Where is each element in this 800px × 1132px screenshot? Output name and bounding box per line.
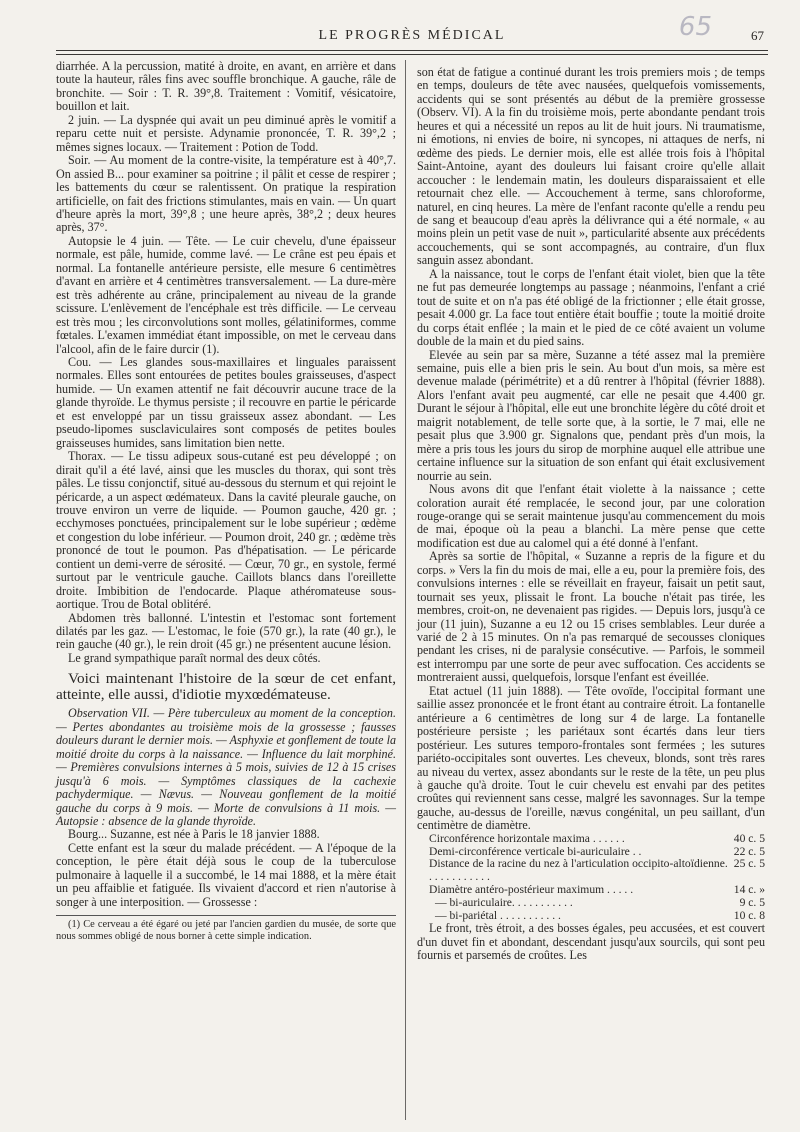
- paragraph: Cou. — Les glandes sous-maxillaires et linguales paraissent normales. Elles sont entourées de petites boules graisseuses, d'aspect humide. — Un examen attentif ne fait découvrir aucune trace de la glande thyroïde. Le thymus persiste ; il recouvre en partie le péricarde et est enveloppé par un tissu graisseux assez abondant. — Les pseudo-lipomes susclaviculaires sont composés de petites boules graisseuses humides, sans limitation bien nette.: [56, 354, 396, 450]
- paragraph: Cette enfant est la sœur du malade précédent. — A l'époque de la conception, le père était déjà sous le coup de la tuberculose pulmonaire à laquelle il a succombé, le 14 mai 1888, et la mère était un peu affaiblie et fatiguée. Ils vivaient d'accord et rien n'autorise à songer à une interposition. — Grossesse :: [56, 840, 396, 909]
- paragraph: A la naissance, tout le corps de l'enfant était violet, bien que la tête ne fut pas demeurée longtemps au passage ; néanmoins, l'enfant a crié tout de suite et on n'a pas été obligé de la frictionner ; elle était grosse, pesait 4.000 gr. La face tout entière était bouffie ; toute la moitié droite du corps était enflée ; la main et le pied de ce côté avaient un volume double de la main et du pied sains.: [417, 266, 765, 349]
- header-rule: [56, 50, 768, 55]
- measurement-row: [417, 858, 765, 884]
- column-divider: [405, 60, 406, 1120]
- measurement-label: Diamètre antéro-postérieur maximum . . . . .: [429, 883, 634, 897]
- measurement-value: 40 c. 5: [733, 831, 765, 845]
- paragraph: Abdomen très ballonné. L'intestin et l'estomac sont fortement dilatés par les gaz. — L'estomac, le foie (570 gr.), la rate (40 gr.), le rein gauche (40 gr.), le rein droit (45 gr.) ne présentent aucune lésion.: [56, 610, 396, 652]
- paragraph: son état de fatigue a continué durant les trois premiers mois ; de temps en temps, douleurs de tête avec nausées, quelquefois vomissements, accidents qui se sont présentés au début de la première grossesse (Observ. VI). A la fin du troisième mois, perte abondante pendant trois heures et qui a nécessité un repos au lit de huit jours. Ni traumatisme, ni émotions, ni envies de boire, ni syncopes, ni attaques de nerfs, ni œdème des pieds. Le dernier mois, elle est allée trois fois à l'hôpital Saint-Antoine, ayant des douleurs lui faisant croire qu'elle allait accoucher : le lendemain matin, les douleurs disparaissaient et elle retournait chez elle. — Accouchement à terme, sans chloroforme, naturel, en cinq heures. La mère de l'enfant raconte qu'elle a rendu peu de sang et beaucoup d'eau après la délivrance qui a été normale, « au moins plein un petit vase de nuit », particularité absente aux précédents accouchements, qui se sont accompagnés, au contraire, d'un flux sanguin assez abondant.: [417, 65, 765, 268]
- footnote: (1) Ce cerveau a été égaré ou jeté par l'ancien gardien du musée, de sorte que nous sommes obligé de nous borner à cette simple indication.: [56, 919, 396, 942]
- page-number: 67: [751, 28, 764, 43]
- paragraph: Après sa sortie de l'hôpital, « Suzanne a repris de la figure et du corps. » Vers la fin du mois de mai, elle a eu, pour la première fois, des convulsions internes : elle se réveillait en frayeur, faisait un petit saut, tournait ses yeux, plissait le front. La bouche n'était pas tirée, les membres, croit-on, ne devenaient pas rigides. — Depuis lors, jusqu'à ce jour (11 juin), Suzanne a eu 12 ou 15 crises semblables. Leur durée a varié de 2 à 15 minutes. On n'a pas remarqué de secousses cloniques pendant les crises, ni de paralysie consécutive. — Parfois, le sommeil est interrompu par une sorte de peur avec suffocation. Ces accidents se montreraient aussi, quelquefois, lorsque l'enfant est éveillée.: [417, 549, 765, 685]
- footnote-rule: [56, 915, 396, 916]
- paragraph: Thorax. — Le tissu adipeux sous-cutané est peu développé ; on dirait qu'il a été lavé, ainsi que les muscles du thorax, qui sont très pâles. Le tissu conjonctif, situé au-dessous du sternum et qui rejoint le péricarde, a un aspect œdémateux. Dans la cavité pleurale gauche, on trouve environ un verre de liquide. — Poumon gauche, 420 gr. ; ecchymoses ponctuées, principalement sur le lobe supérieur ; œdème et congestion du lobe inférieur. — Poumon droit, 240 gr. ; œdème très prononcé de tout le poumon. Pas d'hépatisation. — Le péricarde contient un demi-verre de sérosité. — Cœur, 70 gr., en systole, fermé surtout par le ventricule gauche. Caillots blancs dans l'oreillette droite. Imbibition de l'endocarde. Plaque athéromateuse sous-aortique. Trou de Botal oblitéré.: [56, 449, 396, 612]
- right-column: [417, 66, 765, 963]
- paragraph: Bourg... Suzanne, est née à Paris le 18 janvier 1888.: [68, 827, 320, 842]
- measurement-label: Circonférence horizontale maxima . . . . . .: [429, 831, 625, 845]
- paragraph: 2 juin. — La dyspnée qui avait un peu diminué après le vomitif a reparu cette nuit et persiste. Adynamie prononcée, T. R. 39°,2 ; mêmes signes locaux. — Traitement : Potion de Todd.: [56, 112, 396, 154]
- section-intro: Voici maintenant l'histoire de la sœur de cet enfant, atteinte, elle aussi, d'idiotie myxœdémateuse.: [56, 670, 396, 704]
- measurement-row: [417, 884, 765, 897]
- measurement-row: [417, 833, 765, 846]
- left-column: [56, 60, 396, 942]
- paragraph: Etat actuel (11 juin 1888). — Tête ovoïde, l'occipital formant une saillie assez prononcée et le front étant au contraire étroit. La fontanelle antérieure a 6 centimètres de long sur 4 de large. La fontanelle postérieure persiste ; les pariétaux sont écartés dans leur tiers postérieur. Les sutures temporo-frontales sont fermées ; les sutures pariéto-occipitales sont ouvertes. Les cheveux, blonds, sont très rares au niveau du vertex, assez abondants sur le reste de la tête, un peu plus à gauche qu'à droite. Tout le cuir chevelu est envahi par des petites croûtes qui reviennent sans cesse, malgré les savonnages. Sur la tempe gauche, au-dessus de l'oreille, nævus congénital, un peu saillant, d'un centimètre de diamètre.: [417, 683, 765, 833]
- measurement-value: 25 c. 5: [733, 857, 765, 871]
- paragraph: Nous avons dit que l'enfant était violette à la naissance ; cette coloration aurait été remplacée, le second jour, par une coloration rouge-orange qui se serait maintenue jusqu'au commencement du mois de mai, époque où la peau a blanchi. La mère pense que cette modification est due au calomel qui a été donné à l'enfant.: [417, 482, 765, 550]
- paragraph: Le front, très étroit, a des bosses égales, peu accusées, et est couvert d'un duvet fin et abondant, descendant jusqu'aux sourcils, qui sont peu fournis et parsemés de croûtes. Les: [417, 921, 765, 963]
- measurement-value: 10 c. 8: [733, 908, 765, 922]
- running-header: [60, 12, 764, 50]
- measurement-row: [417, 897, 765, 910]
- paragraph: Elevée au sein par sa mère, Suzanne a tété assez mal la première semaine, puis elle a bien pris le sein. Au bout d'un mois, sa mère est devenue malade (périmétrite) et a dû rentrer à l'hôpital (février 1888). Alors l'enfant avait peu augmenté, car elle ne pesait que 4.400 gr. Durant le séjour à l'hôpital, elle eut une bronchite légère du côté droit et maigrit notablement, de telle sorte que, à la sortie, le 7 mai, elle ne pesait plus que 3.900 gr. Signalons que, pendant près d'un mois, la mère a pris tous les jours du sirop de morphine auquel elle attribue une certaine influence sur la situation de son enfant qui était exclusivement nourrie au sein.: [417, 347, 765, 483]
- measurement-value: 14 c. »: [733, 883, 765, 897]
- paragraph: diarrhée. A la percussion, matité à droite, en avant, en arrière et dans toute la hauteur, râles fins avec souffle bronchique. A gauche, râle de bronchite. — Soir : T. R. 39°,8. Traitement : Vomitif, vésicatoire, bouillon et lait.: [56, 59, 396, 114]
- paragraph: Soir. — Au moment de la contre-visite, la température est à 40°,7. On assied B... pour examiner sa poitrine ; il pâlit et cesse de respirer ; les battements du cœur se ralentissent. On pratique la respiration artificielle, on fait des frictions stimulantes, mais en vain. — Un quart d'heure après la mort, 39°,8 ; une heure après, 38°,2 ; deux heures après, 37°.: [56, 153, 396, 235]
- handwritten-annotation: 65: [678, 12, 712, 42]
- measurement-label: — bi-auriculaire. . . . . . . . . . .: [435, 895, 573, 909]
- paragraph: Le grand sympathique paraît normal des deux côtés.: [68, 650, 321, 665]
- measurement-value: 9 c. 5: [739, 895, 765, 909]
- measurements-table: [417, 833, 765, 923]
- journal-title: LE PROGRÈS MÉDICAL: [318, 28, 506, 43]
- paragraph: Autopsie le 4 juin. — Tête. — Le cuir chevelu, d'une épaisseur normale, est pâle, humide, comme lavé. — Le crâne est peu épais et normal. La fontanelle antérieure persiste, elle mesure 6 centimètres d'avant en arrière et 4 centimètres transversalement. — La dure-mère est très adhérente au crâne, principalement au niveau de la grande scissure. L'enlèvement de l'encéphale est très difficile. — Le cerveau est très mou ; les circonvolutions sont molles, gélatiniformes, comme fœtales. L'examen immédiat étant impossible, on met le cerveau dans l'alcool, afin de le faire durcir (1).: [56, 233, 396, 356]
- measurement-label: Demi-circonférence verticale bi-auriculaire . .: [429, 844, 642, 858]
- measurement-label: — bi-pariétal . . . . . . . . . . .: [435, 908, 561, 922]
- measurement-label: Distance de la racine du nez à l'articulation occipito-altoïdienne. . . . . . . . . . . .: [429, 857, 728, 884]
- observation-summary: Observation VII. — Père tuberculeux au moment de la conception. — Pertes abondantes au troisième mois de la grossesse ; fausses douleurs durant le dernier mois. — Asphyxie et gonflement de toute la moitié droite du corps à la naissance. — Influence du lait morphiné. — Premières convulsions internes à 5 mois, suivies de 12 à 15 crises jusqu'à 6 mois. — Symptômes classiques de la cachexie pachydermique. — Nævus. — Nouveau gonflement de la moitié gauche du corps à 9 mois. — Morte de convulsions à 11 mois. — Autopsie : absence de la glande thyroïde.: [56, 706, 396, 829]
- measurement-value: 22 c. 5: [733, 844, 765, 858]
